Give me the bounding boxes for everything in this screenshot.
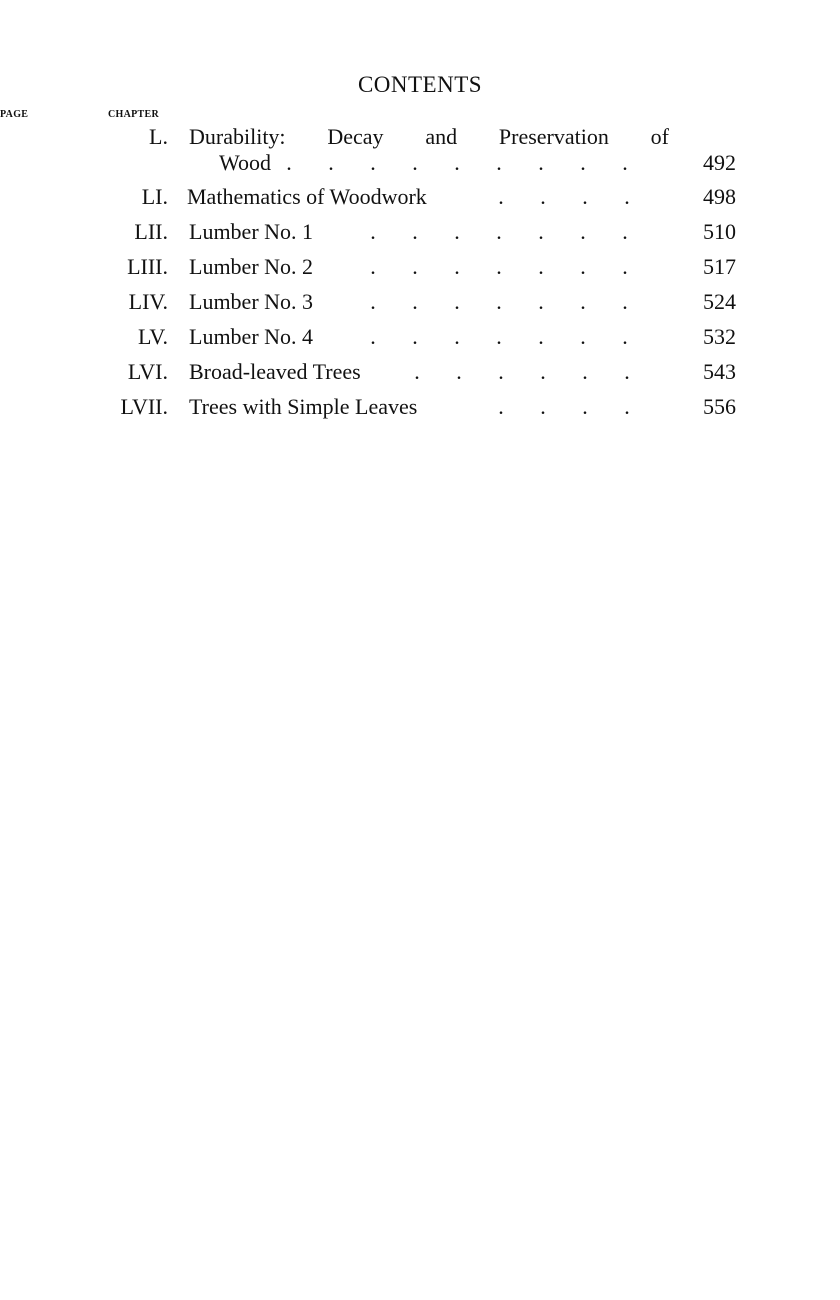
chapter-column-header: CHAPTER: [108, 109, 159, 120]
leader-dot: .: [454, 289, 460, 314]
leader-dot: .: [414, 359, 420, 384]
leader-dot: .: [624, 184, 630, 209]
leader-dot: .: [622, 289, 628, 314]
leader-dot: .: [328, 150, 334, 175]
chapter-number: LIII.: [127, 254, 168, 279]
leader-dot: .: [286, 150, 292, 175]
title-word: Preservation: [498, 124, 609, 149]
chapter-number: LV.: [138, 324, 168, 349]
leader-dot: .: [496, 219, 502, 244]
chapter-number: LII.: [134, 219, 168, 244]
leader-dot: .: [540, 184, 546, 209]
leader-dot: .: [496, 150, 502, 175]
toc-entry[interactable]: [0, 359, 840, 385]
chapter-title: Broad-leaved Trees: [189, 359, 361, 384]
toc-entry[interactable]: [0, 184, 840, 210]
dot-leader: [268, 150, 646, 176]
leader-dot: .: [538, 289, 544, 314]
chapter-number: LVII.: [120, 394, 168, 419]
leader-dot: .: [582, 394, 588, 419]
title-word: of: [650, 124, 669, 149]
leader-dot: .: [582, 184, 588, 209]
leader-dot: .: [412, 219, 418, 244]
chapter-number: L.: [149, 124, 168, 149]
page-column-header: PAGE: [0, 109, 29, 120]
title-word: Durability:: [189, 124, 286, 149]
page-number: 517: [703, 254, 736, 279]
toc-entry[interactable]: [0, 254, 840, 280]
toc-entry[interactable]: [0, 324, 840, 350]
leader-dot: .: [580, 150, 586, 175]
leader-dot: .: [412, 289, 418, 314]
leader-dot: .: [538, 254, 544, 279]
leader-dot: .: [622, 219, 628, 244]
leader-dot: .: [412, 324, 418, 349]
title-word: and: [425, 124, 458, 149]
page-number: 492: [703, 150, 736, 175]
chapter-title: Mathematics of Woodwork: [187, 184, 427, 209]
toc-entry[interactable]: [0, 394, 840, 420]
chapter-title: Lumber No. 4: [189, 324, 314, 349]
chapter-title: Lumber No. 2: [189, 254, 314, 279]
title-word: Decay: [327, 124, 384, 149]
toc-entry[interactable]: [0, 124, 840, 150]
dot-leader: [352, 324, 646, 350]
leader-dot: .: [538, 219, 544, 244]
page-number: 510: [703, 219, 736, 244]
leader-dot: .: [580, 254, 586, 279]
leader-dot: .: [498, 394, 504, 419]
page-number: 498: [703, 184, 736, 209]
toc-entry[interactable]: [0, 219, 840, 245]
leader-dot: .: [454, 219, 460, 244]
leader-dot: .: [370, 324, 376, 349]
leader-dot: .: [370, 150, 376, 175]
leader-dot: .: [496, 324, 502, 349]
leader-dot: .: [496, 254, 502, 279]
leader-dot: .: [412, 150, 418, 175]
dot-leader: [352, 289, 646, 315]
leader-dot: .: [498, 359, 504, 384]
leader-dot: .: [538, 324, 544, 349]
dot-leader: [352, 254, 646, 280]
leader-dot: .: [454, 254, 460, 279]
leader-dot: .: [454, 324, 460, 349]
dot-leader: [396, 359, 648, 385]
toc-entry-continuation[interactable]: [0, 150, 840, 176]
chapter-title: Lumber No. 1: [189, 219, 314, 244]
page-number: 556: [703, 394, 736, 419]
leader-dot: .: [624, 359, 630, 384]
leader-dot: .: [580, 219, 586, 244]
leader-dot: .: [540, 394, 546, 419]
leader-dot: .: [622, 150, 628, 175]
dot-leader: [480, 394, 648, 420]
leader-dot: .: [496, 289, 502, 314]
page-number: 543: [703, 359, 736, 384]
page-number: 532: [703, 324, 736, 349]
chapter-title: Lumber No. 3: [189, 289, 314, 314]
leader-dot: .: [580, 289, 586, 314]
leader-dot: .: [370, 254, 376, 279]
leader-dot: .: [538, 150, 544, 175]
leader-dot: .: [370, 219, 376, 244]
leader-dot: .: [580, 324, 586, 349]
leader-dot: .: [498, 184, 504, 209]
leader-dot: .: [624, 394, 630, 419]
chapter-number: LI.: [141, 184, 168, 209]
leader-dot: .: [454, 150, 460, 175]
leader-dot: .: [622, 324, 628, 349]
leader-dot: .: [540, 359, 546, 384]
leader-dot: .: [370, 289, 376, 314]
page-number: 524: [703, 289, 736, 314]
dot-leader: [352, 219, 646, 245]
chapter-title-line-2: Wood: [219, 150, 272, 175]
toc-entry[interactable]: [0, 289, 840, 315]
chapter-number: LVI.: [127, 359, 168, 384]
chapter-number: LIV.: [128, 289, 168, 314]
chapter-title-line-1: [189, 124, 669, 150]
leader-dot: .: [412, 254, 418, 279]
leader-dot: .: [456, 359, 462, 384]
leader-dot: .: [582, 359, 588, 384]
page-title: CONTENTS: [357, 72, 483, 97]
chapter-title: Trees with Simple Leaves: [189, 394, 418, 419]
dot-leader: [480, 184, 648, 210]
leader-dot: .: [622, 254, 628, 279]
